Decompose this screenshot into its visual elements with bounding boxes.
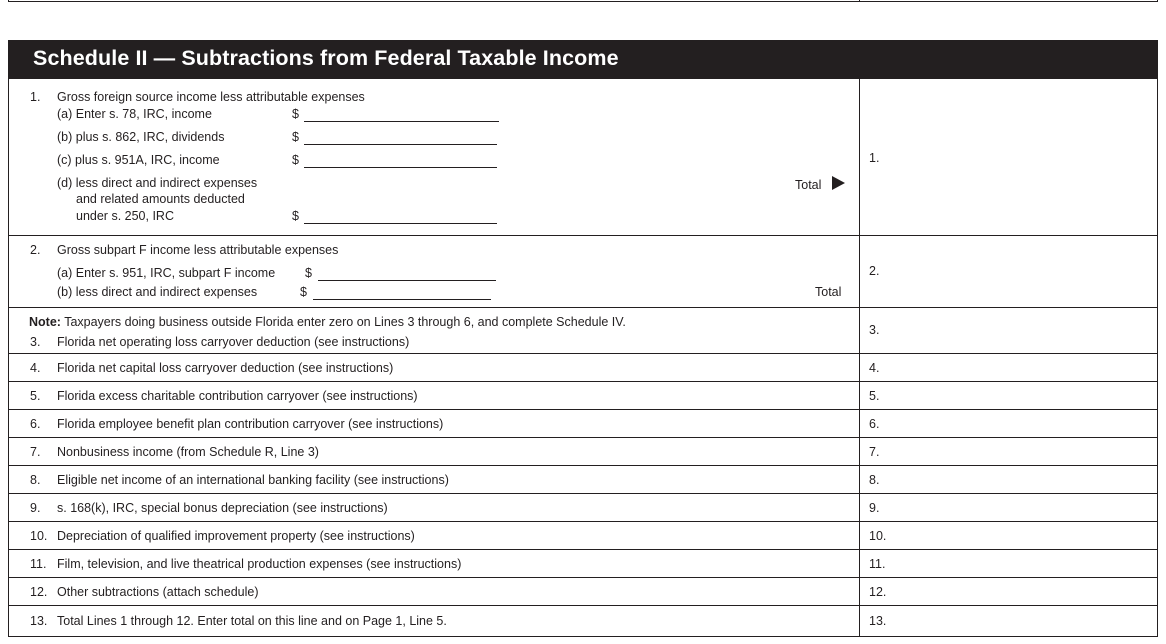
line-6-amount-label: 6.: [869, 417, 880, 431]
line-9-amount-field[interactable]: [859, 494, 1157, 521]
line-8-amount-field[interactable]: [859, 466, 1157, 493]
line-1d-label-2: and related amounts deducted: [76, 192, 245, 206]
line-3-amount-label: 3.: [869, 323, 880, 337]
previous-table-divider: [859, 0, 860, 2]
line-4-row: [9, 354, 1157, 382]
line-2b-dollar: $: [300, 285, 307, 299]
line-5-row: [9, 382, 1157, 410]
line-11-amount-label: 11.: [869, 557, 886, 571]
line-13-amount-field[interactable]: [859, 606, 1157, 636]
line-12-amount-field[interactable]: [859, 578, 1157, 605]
previous-table-bottom: [8, 0, 1158, 2]
line-1b-dollar: $: [292, 130, 299, 144]
line-9-amount-label: 9.: [869, 501, 880, 515]
line-1d-dollar: $: [292, 209, 299, 223]
line-1a-label: (a) Enter s. 78, IRC, income: [57, 107, 212, 121]
line-2b-input[interactable]: [313, 299, 491, 300]
line-13-row: [9, 606, 1157, 636]
line-10-amount-label: 10.: [869, 529, 887, 543]
line-12-amount-label: 12.: [869, 585, 887, 599]
line-1d-label-1: (d) less direct and indirect expenses: [57, 176, 258, 190]
line-3-number: 3.: [30, 335, 41, 349]
line-8-description: Eligible net income of an international banking facility (see instructions): [57, 473, 449, 487]
schedule-title: Schedule II — Subtractions from Federal Taxable Income: [33, 46, 619, 70]
line-1-row: [9, 79, 1157, 236]
line-7-amount-label: 7.: [869, 445, 880, 459]
line-1c-dollar: $: [292, 153, 299, 167]
line-5-amount-field[interactable]: [859, 382, 1157, 409]
line-10-amount-field[interactable]: [859, 522, 1157, 549]
line-7-amount-field[interactable]: [859, 438, 1157, 465]
line-7-row: [9, 438, 1157, 466]
line-1-total-label: Total: [795, 178, 822, 192]
line-2a-input[interactable]: [318, 280, 496, 281]
line-4-description: Florida net capital loss carryover deduction (see instructions): [57, 361, 394, 375]
line-9-row: [9, 494, 1157, 522]
line-6-amount-field[interactable]: [859, 410, 1157, 437]
line-11-amount-field[interactable]: [859, 550, 1157, 577]
line-2-total-label: Total: [815, 285, 842, 299]
schedule-header: [9, 41, 1157, 79]
line-13-number: 13.: [30, 614, 48, 628]
line-9-number: 9.: [30, 501, 41, 515]
line-1-number: 1.: [30, 90, 41, 104]
line-10-number: 10.: [30, 529, 48, 543]
line-2a-dollar: $: [305, 266, 312, 280]
line-12-row: [9, 578, 1157, 606]
line-8-row: [9, 466, 1157, 494]
total-arrow-icon: [832, 176, 845, 190]
line-8-amount-label: 8.: [869, 473, 880, 487]
note-label: Note:: [29, 315, 61, 329]
line-2-amount-label: 2.: [869, 264, 880, 278]
line-13-description: Total Lines 1 through 12. Enter total on this line and on Page 1, Line 5.: [57, 614, 447, 628]
line-11-description: Film, television, and live theatrical production expenses (see instructions): [57, 557, 462, 571]
line-8-number: 8.: [30, 473, 41, 487]
line-2-number: 2.: [30, 243, 41, 257]
line-2b-label: (b) less direct and indirect expenses: [57, 285, 258, 299]
line-11-row: [9, 550, 1157, 578]
line-4-number: 4.: [30, 361, 41, 375]
line-1-description: Gross foreign source income less attributable expenses: [57, 90, 365, 104]
line-1c-input[interactable]: [304, 167, 497, 168]
line-7-number: 7.: [30, 445, 41, 459]
line-2-description: Gross subpart F income less attributable expenses: [57, 243, 339, 257]
line-3-description: Florida net operating loss carryover deduction (see instructions): [57, 335, 410, 349]
line-1-amount-label: 1.: [869, 151, 880, 165]
line-11-number: 11.: [30, 557, 47, 571]
line-6-description: Florida employee benefit plan contribution carryover (see instructions): [57, 417, 444, 431]
line-4-amount-label: 4.: [869, 361, 880, 375]
line-12-description: Other subtractions (attach schedule): [57, 585, 259, 599]
line-1a-dollar: $: [292, 107, 299, 121]
note-text: [29, 315, 626, 329]
line-1d-label-3: under s. 250, IRC: [76, 209, 174, 223]
line-1b-label: (b) plus s. 862, IRC, dividends: [57, 130, 225, 144]
line-1b-input[interactable]: [304, 144, 497, 145]
note-body: Taxpayers doing business outside Florida enter zero on Lines 3 through 6, and complete Schedule IV.: [60, 315, 626, 329]
line-7-description: Nonbusiness income (from Schedule R, Line 3): [57, 445, 319, 459]
line-9-description: s. 168(k), IRC, special bonus depreciation (see instructions): [57, 501, 388, 515]
line-1d-input[interactable]: [304, 223, 497, 224]
line-3-amount-field[interactable]: [859, 308, 1157, 353]
line-3-row: [9, 308, 1157, 354]
line-1-amount-field[interactable]: [859, 79, 1157, 235]
line-10-description: Depreciation of qualified improvement property (see instructions): [57, 529, 415, 543]
line-5-description: Florida excess charitable contribution carryover (see instructions): [57, 389, 418, 403]
line-4-amount-field[interactable]: [859, 354, 1157, 381]
line-12-number: 12.: [30, 585, 48, 599]
line-10-row: [9, 522, 1157, 550]
line-1a-input[interactable]: [304, 121, 499, 122]
line-5-number: 5.: [30, 389, 41, 403]
line-2-amount-field[interactable]: [859, 236, 1157, 307]
line-2a-label: (a) Enter s. 951, IRC, subpart F income: [57, 266, 276, 280]
line-1c-label: (c) plus s. 951A, IRC, income: [57, 153, 220, 167]
line-5-amount-label: 5.: [869, 389, 880, 403]
line-6-number: 6.: [30, 417, 41, 431]
schedule-ii-form: [8, 40, 1158, 637]
line-2-row: [9, 236, 1157, 308]
line-13-amount-label: 13.: [869, 614, 887, 628]
line-6-row: [9, 410, 1157, 438]
